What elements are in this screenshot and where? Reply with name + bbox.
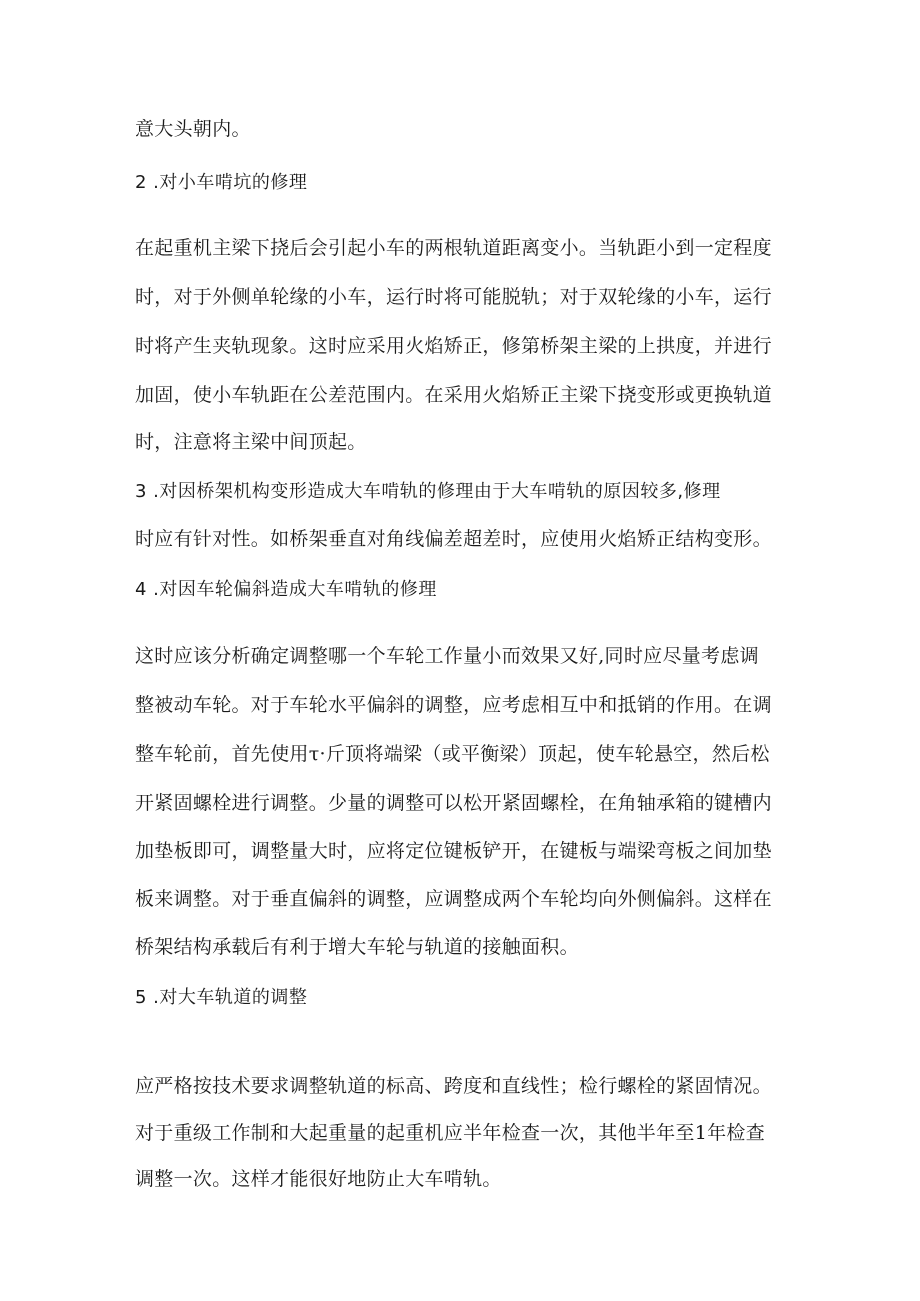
- text-line: 时应有针对性。如桥架垂直对角线偏差超差时，应使用火焰矫正结构变形。: [135, 528, 772, 550]
- text-line: 调整一次。这样才能很好地防止大车啃轨。: [135, 1168, 502, 1190]
- text-line: 加固，使小车轨距在公差范围内。在采用火焰矫正主梁下挠变形或更换轨道: [135, 384, 772, 406]
- text-line: 桥架结构承载后有利于增大车轮与轨道的接触面积。: [135, 936, 579, 958]
- text-line: 应严格按技术要求调整轨道的标高、跨度和直线性；检行螺栓的紧固情况。: [135, 1075, 772, 1097]
- text-line: 对于重级工作制和大起重量的起重机应半年检查一次，其他半年至1年检查: [135, 1122, 765, 1144]
- text-line: 这时应该分析确定调整哪一个车轮工作量小而效果又好,同时应尽量考虑调: [135, 645, 759, 667]
- section-heading: 4 .对因车轮偏斜造成大车啃轨的修理: [135, 579, 437, 600]
- text-line: 意大头朝内。: [135, 118, 251, 140]
- text-line: 加垫板即可，调整量大时，应将定位键板铲开，在键板与端梁弯板之间加垫: [135, 840, 772, 862]
- text-line: 时，对于外侧单轮缘的小车，运行时将可能脱轨；对于双轮缘的小车，运行: [135, 286, 772, 308]
- text-line: 板来调整。对于垂直偏斜的调整，应调整成两个车轮均向外侧偏斜。这样在: [135, 888, 772, 910]
- text-line: 整车轮前，首先使用τ·斤顶将端梁（或平衡梁）顶起，使车轮悬空，然后松: [135, 743, 770, 765]
- section-heading: 5 .对大车轨道的调整: [135, 987, 308, 1008]
- section-heading: 3 .对因桥架机构变形造成大车啃轨的修理由于大车啃轨的原因较多,修理: [135, 481, 721, 502]
- text-line: 在起重机主梁下挠后会引起小车的两根轨道距离变小。当轨距小到一定程度: [135, 237, 772, 259]
- text-line: 整被动车轮。对于车轮水平偏斜的调整，应考虑相互中和抵销的作用。在调: [135, 694, 772, 716]
- section-heading: 2 .对小车啃坑的修理: [135, 172, 308, 193]
- text-line: 时，注意将主梁中间顶起。: [135, 431, 367, 453]
- text-line: 时将产生夹轨现象。这时应采用火焰矫正，修第桥架主梁的上拱度，并进行: [135, 335, 772, 357]
- text-line: 开紧固螺栓进行调整。少量的调整可以松开紧固螺栓，在角轴承箱的键槽内: [135, 792, 772, 814]
